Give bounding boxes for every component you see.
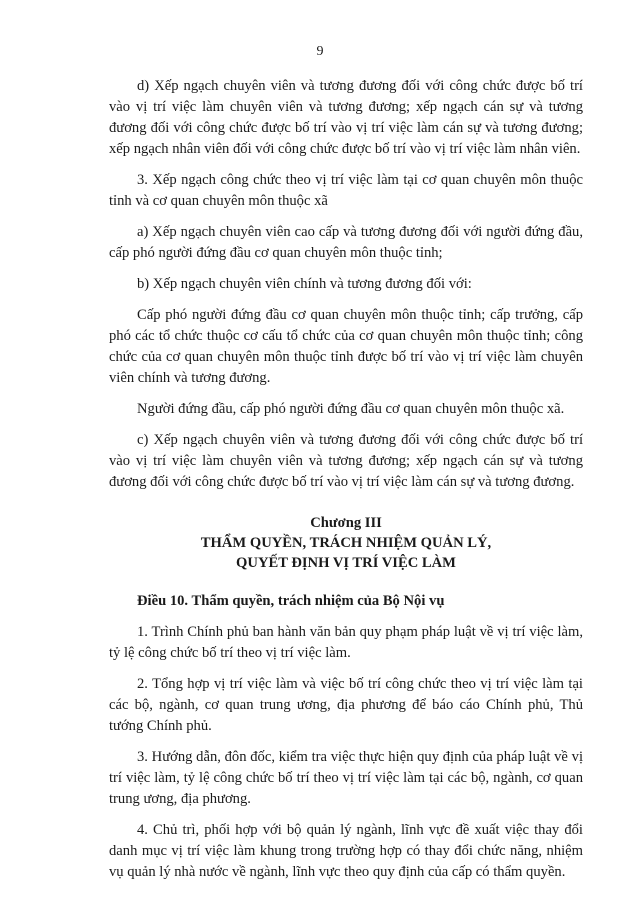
- article-heading: Điều 10. Thẩm quyền, trách nhiệm của Bộ Nội vụ: [137, 593, 445, 609]
- paragraph-d-ranking: d) Xếp ngạch chuyên viên và tương đương đối với công chức được bố trí vào vị trí việc làm chuyên viên và tương đương; xếp ngạch cán sự và tương đương đối với công chức được bố trí vào vị trí việc làm cán sự và tương đương; xếp ngạch nhân viên đối với công chức được bố trí vào vị trí việc làm nhân viên.: [109, 78, 583, 157]
- article-clause-4: 4. Chủ trì, phối hợp với bộ quản lý ngành, lĩnh vực đề xuất việc thay đổi danh mục vị trí việc làm khung trong trường hợp có thay đổi chức năng, nhiệm vụ quản lý nhà nước về ngành, lĩnh vực theo quy định của cấp có thẩm quyền.: [109, 822, 583, 880]
- chapter-title-line-2: QUYẾT ĐỊNH VỊ TRÍ VIỆC LÀM: [236, 555, 456, 571]
- paragraph-c-specialist: c) Xếp ngạch chuyên viên và tương đương đối với công chức được bố trí vào vị trí việc làm chuyên viên và tương đương; xếp ngạch cán sự và tương đương đối với công chức được bố trí vào vị trí việc làm cán sự và tương đương.: [109, 432, 583, 490]
- page-number: 9: [316, 44, 324, 59]
- chapter-title-line-1: THẨM QUYỀN, TRÁCH NHIỆM QUẢN LÝ,: [200, 535, 492, 551]
- paragraph-section-3: 3. Xếp ngạch công chức theo vị trí việc làm tại cơ quan chuyên môn thuộc tỉnh và cơ quan chuyên môn thuộc xã: [109, 172, 583, 209]
- paragraph-b-detail-2: Người đứng đầu, cấp phó người đứng đầu cơ quan chuyên môn thuộc xã.: [137, 401, 565, 417]
- article-clause-3: 3. Hướng dẫn, đôn đốc, kiểm tra việc thực hiện quy định của pháp luật về vị trí việc làm, tỷ lệ công chức bố trí theo vị trí việc làm tại các bộ, ngành, cơ quan trung ương, địa phương.: [109, 749, 583, 807]
- article-clause-2: 2. Tổng hợp vị trí việc làm và việc bố trí công chức theo vị trí việc làm tại các bộ, ngành, cơ quan trung ương, địa phương để báo cáo Chính phủ, Thủ tướng Chính phủ.: [109, 676, 583, 734]
- paragraph-b-principal: b) Xếp ngạch chuyên viên chính và tương đương đối với:: [137, 276, 472, 292]
- chapter-heading: [109, 513, 583, 573]
- chapter-number: Chương III: [310, 515, 382, 531]
- document-body: [109, 76, 583, 883]
- article-clause-1: 1. Trình Chính phủ ban hành văn bản quy phạm pháp luật về vị trí việc làm, tỷ lệ công chức bố trí theo vị trí việc làm.: [109, 624, 583, 661]
- paragraph-b-detail-1: Cấp phó người đứng đầu cơ quan chuyên môn thuộc tỉnh; cấp trưởng, cấp phó các tổ chức thuộc cơ cấu tổ chức của cơ quan chuyên môn thuộc tỉnh; công chức của cơ quan chuyên môn thuộc tỉnh được bố trí vào vị trí việc làm chuyên viên chính và tương đương.: [109, 307, 583, 386]
- paragraph-a-senior: a) Xếp ngạch chuyên viên cao cấp và tương đương đối với người đứng đầu, cấp phó người đứng đầu cơ quan chuyên môn thuộc tỉnh;: [109, 224, 583, 261]
